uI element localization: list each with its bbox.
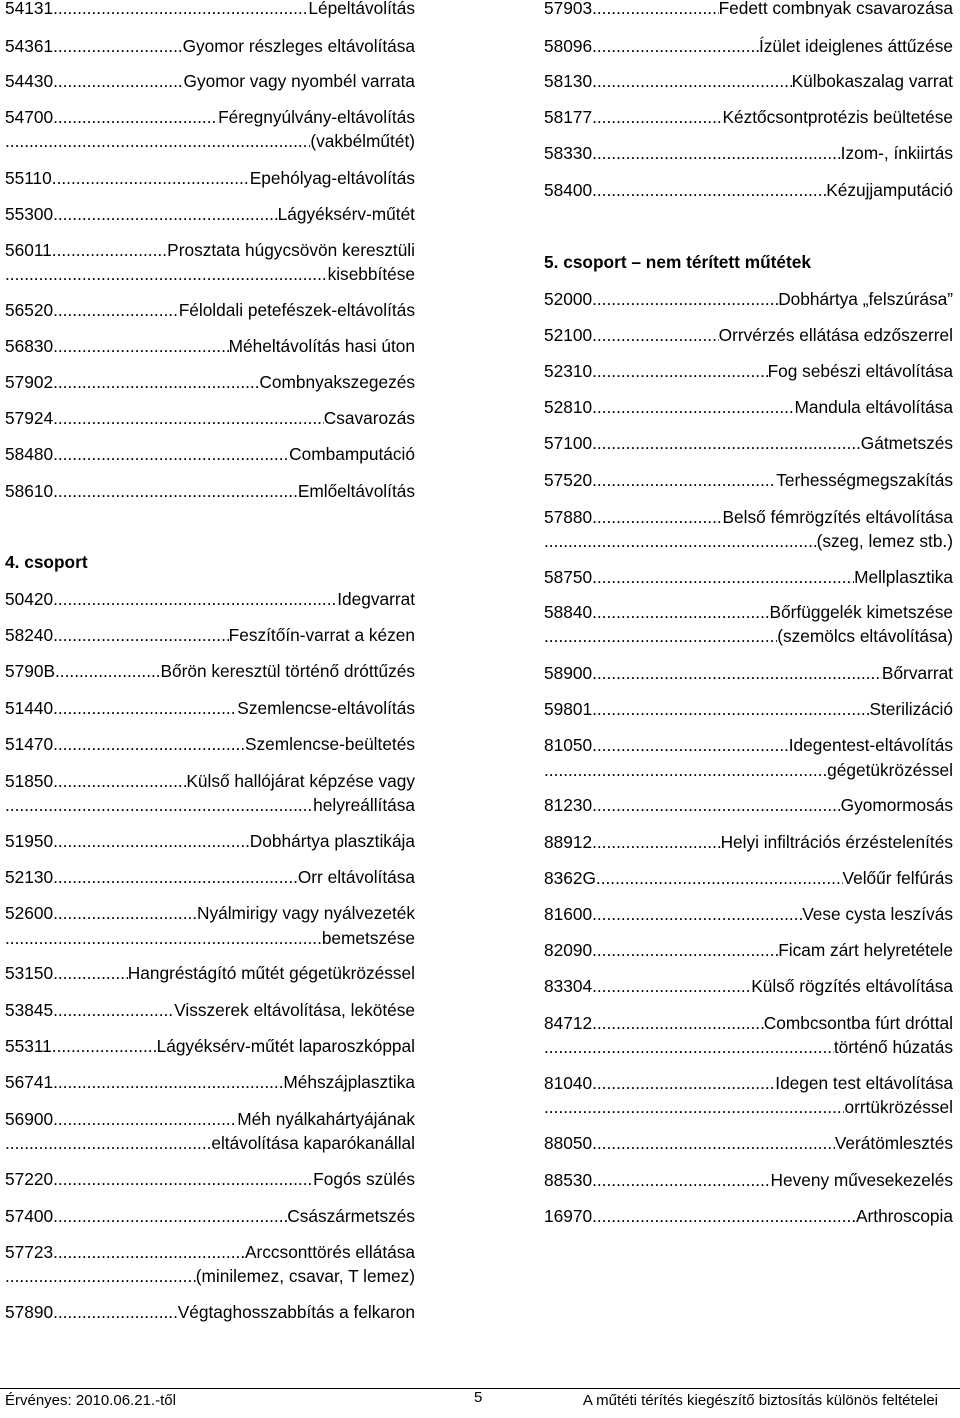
procedure-entry: [5, 734, 415, 754]
dot-leader: [53, 625, 229, 645]
procedure-code: 81600: [544, 904, 593, 924]
procedure-entry: [544, 325, 953, 345]
procedure-name: Emlőeltávolítás: [297, 481, 415, 501]
dot-leader: [52, 168, 250, 188]
procedure-entry: [5, 107, 415, 127]
dot-leader: [592, 940, 778, 960]
procedure-entry: [544, 832, 953, 852]
procedure-code: 59801: [544, 699, 593, 719]
procedure-code: 50420: [5, 589, 54, 609]
procedure-code: 57100: [544, 433, 593, 453]
procedure-entry: [544, 180, 953, 200]
dot-leader: [53, 734, 245, 754]
procedure-code: 56741: [5, 1072, 54, 1092]
procedure-code: 52810: [544, 397, 593, 417]
procedure-name: Izom-, ínkiirtás: [840, 143, 953, 163]
procedure-entry: [5, 1072, 415, 1092]
procedure-entry: [544, 1073, 953, 1093]
procedure-entry: [544, 760, 953, 780]
procedure-code: 82090: [544, 940, 593, 960]
dot-leader: [53, 867, 298, 887]
procedure-name: Idegentest-eltávolítás: [788, 735, 953, 755]
dot-leader: [53, 300, 179, 320]
procedure-code: 58840: [544, 602, 593, 622]
dot-leader: [53, 771, 186, 791]
procedure-code: 57880: [544, 507, 593, 527]
procedure-code: 56830: [5, 336, 54, 356]
dot-leader: [592, 976, 751, 996]
procedure-code: 51950: [5, 831, 54, 851]
procedure-entry: [544, 699, 953, 719]
footer-document-title: A műtéti térítés kiegészítő biztosítás különös feltételei: [582, 1392, 938, 1409]
procedure-entry: [544, 940, 953, 960]
procedure-entry: [544, 531, 953, 551]
procedure-code: 51850: [5, 771, 54, 791]
procedure-name: Külső hallójárat képzése vagy: [186, 771, 415, 791]
dot-leader: [592, 361, 768, 381]
procedure-code: 58900: [544, 663, 593, 683]
dot-leader: [5, 131, 310, 151]
procedure-code: 54131: [5, 0, 54, 18]
procedure-name: Szemlencse-beültetés: [244, 734, 415, 754]
procedure-entry: [544, 143, 953, 163]
procedure-entry: [544, 904, 953, 924]
procedure-entry: [5, 1036, 415, 1056]
procedure-code: 56900: [5, 1109, 54, 1129]
dot-leader: [53, 408, 324, 428]
procedure-code: 58177: [544, 107, 593, 127]
procedure-code: 81050: [544, 735, 593, 755]
dot-leader: [592, 1133, 835, 1153]
procedure-code: 81040: [544, 1073, 593, 1093]
procedure-name: Mandula eltávolítása: [794, 397, 953, 417]
procedure-entry: [544, 626, 953, 646]
procedure-entry: [5, 1242, 415, 1262]
procedure-name: Fedett combnyak csavarozása: [718, 0, 953, 18]
procedure-code: 55110: [5, 168, 52, 188]
procedure-name: Terhességmegszakítás: [776, 470, 953, 490]
procedure-code: 58330: [544, 143, 593, 163]
dot-leader: [53, 1206, 287, 1226]
procedure-entry: [5, 0, 415, 18]
dot-leader: [592, 325, 719, 345]
section-heading: 4. csoport: [5, 552, 88, 572]
procedure-entry: [5, 698, 415, 718]
procedure-name: Velőűr felfúrás: [842, 868, 953, 888]
dot-leader: [5, 1266, 196, 1286]
dot-leader: [544, 1097, 844, 1117]
procedure-entry: [5, 336, 415, 356]
procedure-entry: [544, 107, 953, 127]
procedure-entry: [544, 1133, 953, 1153]
section-heading: 5. csoport – nem térített műtétek: [544, 252, 811, 272]
procedure-name: Dobhártya plasztikája: [249, 831, 415, 851]
procedure-code: 58750: [544, 567, 593, 587]
procedure-entry: [5, 661, 415, 681]
procedure-entry: [544, 1170, 953, 1190]
procedure-name: Hangréstágító műtét gégetükrözéssel: [127, 963, 415, 983]
dot-leader: [53, 1072, 283, 1092]
procedure-name: Lágyéksérv-műtét laparoszkóppal: [156, 1036, 415, 1056]
procedure-name: Gátmetszés: [860, 433, 953, 453]
dot-leader: [544, 531, 817, 551]
dot-leader: [5, 1133, 211, 1153]
procedure-entry: [544, 1013, 953, 1033]
procedure-entry: [5, 240, 415, 260]
procedure-code: 55311: [5, 1036, 52, 1056]
procedure-entry: [544, 433, 953, 453]
dot-leader: [53, 1302, 178, 1322]
dot-leader: [53, 1109, 237, 1129]
dot-leader: [592, 567, 854, 587]
procedure-entry: [5, 771, 415, 791]
procedure-code: 88050: [544, 1133, 593, 1153]
procedure-entry: [544, 602, 953, 622]
dot-leader: [53, 336, 229, 356]
dot-leader: [592, 795, 841, 815]
procedure-entry: [5, 867, 415, 887]
procedure-entry: [5, 1000, 415, 1020]
procedure-name: Kéztőcsontprotézis beültetése: [722, 107, 953, 127]
procedure-code: 83304: [544, 976, 593, 996]
procedure-code: 52100: [544, 325, 593, 345]
procedure-name: Csavarozás: [323, 408, 415, 428]
procedure-name: Epehólyag-eltávolítás: [249, 168, 415, 188]
procedure-code: 5790B: [5, 661, 55, 681]
procedure-code: 54700: [5, 107, 54, 127]
procedure-entry: [544, 71, 953, 91]
procedure-name: Kézujjamputáció: [826, 180, 953, 200]
procedure-entry: [544, 397, 953, 417]
dot-leader: [592, 699, 869, 719]
procedure-name: Fog sebészi eltávolítása: [767, 361, 953, 381]
procedure-name: Helyi infiltrációs érzéstelenítés: [720, 832, 953, 852]
procedure-name: Combamputáció: [289, 444, 415, 464]
dot-leader: [592, 832, 721, 852]
procedure-code: 51440: [5, 698, 54, 718]
dot-leader: [544, 760, 827, 780]
dot-leader: [592, 107, 722, 127]
procedure-code: 57220: [5, 1169, 54, 1189]
procedure-name: Belső fémrögzítés eltávolítása: [722, 507, 953, 527]
procedure-entry: [544, 289, 953, 309]
page-number: 5: [474, 1389, 483, 1406]
dot-leader: [53, 698, 237, 718]
procedure-entry: [544, 1206, 953, 1226]
procedure-entry: [5, 444, 415, 464]
procedure-name: Mellplasztika: [854, 567, 953, 587]
procedure-name: Szemlencse-eltávolítás: [237, 698, 415, 718]
procedure-name: Ficam zárt helyretétele: [778, 940, 953, 960]
procedure-entry: [544, 868, 953, 888]
dot-leader: [53, 1169, 313, 1189]
procedure-name: Méhszájplasztika: [283, 1072, 415, 1092]
dot-leader: [592, 289, 778, 309]
dot-leader: [53, 372, 259, 392]
procedure-entry: [544, 735, 953, 755]
procedure-code: 58400: [544, 180, 593, 200]
procedure-code: 53845: [5, 1000, 54, 1020]
dot-leader: [544, 1037, 834, 1057]
procedure-name: helyreállítása: [313, 795, 415, 815]
dot-leader: [592, 602, 769, 622]
procedure-code: 52600: [5, 903, 54, 923]
procedure-entry: [5, 589, 415, 609]
procedure-name: Gyomormosás: [840, 795, 953, 815]
procedure-name: orrtükrözéssel: [844, 1097, 953, 1117]
procedure-entry: [5, 1169, 415, 1189]
procedure-code: 57890: [5, 1302, 54, 1322]
dot-leader: [53, 963, 128, 983]
procedure-name: (szeg, lemez stb.): [816, 531, 953, 551]
procedure-name: Orrvérzés ellátása edzőszerrel: [718, 325, 953, 345]
dot-leader: [592, 663, 882, 683]
dot-leader: [592, 735, 789, 755]
procedure-name: Ízület ideiglenes áttűzése: [758, 36, 953, 56]
procedure-entry: [5, 1266, 415, 1286]
procedure-name: Gyomor vagy nyombél varrata: [183, 71, 415, 91]
procedure-entry: [5, 481, 415, 501]
procedure-entry: [5, 1302, 415, 1322]
dot-leader: [53, 903, 197, 923]
procedure-name: Lágyéksérv-műtét: [277, 204, 415, 224]
dot-leader: [5, 264, 328, 284]
procedure-code: 58096: [544, 36, 593, 56]
procedure-name: Bőrön keresztül történő dróttűzés: [160, 661, 415, 681]
dot-leader: [596, 868, 843, 888]
dot-leader: [592, 470, 776, 490]
procedure-entry: [5, 963, 415, 983]
procedure-name: Bőrvarrat: [881, 663, 953, 683]
procedure-name: Gyomor részleges eltávolítása: [182, 36, 415, 56]
procedure-entry: [544, 470, 953, 490]
procedure-name: Feszítőín-varrat a kézen: [228, 625, 415, 645]
dot-leader: [53, 71, 183, 91]
dot-leader: [592, 1013, 764, 1033]
procedure-name: Idegen test eltávolítása: [775, 1073, 953, 1093]
procedure-code: 53150: [5, 963, 54, 983]
procedure-name: Visszerek eltávolítása, lekötése: [174, 1000, 415, 1020]
procedure-name: (szemölcs eltávolítása): [777, 626, 953, 646]
procedure-name: Végtaghosszabbítás a felkaron: [177, 1302, 415, 1322]
procedure-entry: [544, 361, 953, 381]
procedure-name: Bőrfüggelék kimetszése: [769, 602, 953, 622]
procedure-entry: [5, 408, 415, 428]
dot-leader: [52, 240, 167, 260]
procedure-entry: [544, 1097, 953, 1117]
procedure-code: 58480: [5, 444, 54, 464]
procedure-entry: [5, 1206, 415, 1226]
procedure-name: Külső rögzítés eltávolítása: [751, 976, 953, 996]
procedure-code: 88912: [544, 832, 593, 852]
dot-leader: [53, 1000, 174, 1020]
procedure-name: kisebbítése: [327, 264, 415, 284]
procedure-code: 84712: [544, 1013, 593, 1033]
procedure-code: 16970: [544, 1206, 593, 1226]
procedure-entry: [544, 976, 953, 996]
procedure-code: 88530: [544, 1170, 593, 1190]
dot-leader: [53, 831, 250, 851]
dot-leader: [52, 1036, 157, 1056]
dot-leader: [53, 0, 308, 18]
procedure-name: Dobhártya „felszúrása”: [778, 289, 953, 309]
dot-leader: [592, 1170, 770, 1190]
procedure-name: Idegvarrat: [337, 589, 415, 609]
procedure-code: 57903: [544, 0, 593, 18]
procedure-code: 52000: [544, 289, 593, 309]
procedure-code: 57902: [5, 372, 54, 392]
procedure-entry: [5, 36, 415, 56]
procedure-name: Féloldali petefészek-eltávolítás: [178, 300, 415, 320]
procedure-entry: [5, 1109, 415, 1129]
dot-leader: [53, 204, 278, 224]
dot-leader: [592, 0, 719, 18]
procedure-code: 8362G: [544, 868, 596, 888]
procedure-code: 54361: [5, 36, 54, 56]
procedure-entry: [544, 795, 953, 815]
procedure-entry: [544, 1037, 953, 1057]
procedure-entry: [5, 300, 415, 320]
procedure-entry: [5, 264, 415, 284]
procedure-name: Méh nyálkahártyájának: [237, 1109, 415, 1129]
procedure-entry: [5, 625, 415, 645]
dot-leader: [53, 481, 298, 501]
procedure-entry: [5, 831, 415, 851]
procedure-code: 54430: [5, 71, 54, 91]
footer-validity: Érvényes: 2010.06.21.-től: [5, 1392, 176, 1409]
procedure-entry: [5, 71, 415, 91]
dot-leader: [592, 397, 794, 417]
dot-leader: [53, 589, 337, 609]
procedure-code: 55300: [5, 204, 54, 224]
procedure-entry: [544, 507, 953, 527]
procedure-entry: [5, 168, 415, 188]
dot-leader: [55, 661, 160, 681]
procedure-entry: [544, 663, 953, 683]
procedure-code: 58610: [5, 481, 54, 501]
procedure-entry: [5, 372, 415, 392]
dot-leader: [53, 1242, 245, 1262]
procedure-name: Combcsontba fúrt dróttal: [763, 1013, 953, 1033]
procedure-entry: [544, 0, 953, 18]
dot-leader: [53, 444, 289, 464]
procedure-name: Külbokaszalag varrat: [791, 71, 953, 91]
procedure-name: Lépeltávolítás: [308, 0, 415, 18]
dot-leader: [592, 71, 792, 91]
procedure-entry: [5, 903, 415, 923]
procedure-code: 58130: [544, 71, 593, 91]
procedure-name: Arccsonttörés ellátása: [244, 1242, 415, 1262]
dot-leader: [592, 904, 802, 924]
dot-leader: [592, 507, 722, 527]
dot-leader: [544, 626, 777, 646]
procedure-name: Prosztata húgycsövön keresztüli: [167, 240, 415, 260]
procedure-name: Verátömlesztés: [834, 1133, 953, 1153]
procedure-name: Sterilizáció: [869, 699, 953, 719]
procedure-entry: [5, 928, 415, 948]
procedure-name: Féregnyúlvány-eltávolítás: [218, 107, 415, 127]
procedure-name: (vakbélműtét): [310, 131, 415, 151]
procedure-name: Vese cysta leszívás: [802, 904, 953, 924]
procedure-name: bemetszése: [321, 928, 415, 948]
dot-leader: [53, 36, 183, 56]
dot-leader: [592, 1206, 856, 1226]
procedure-code: 57723: [5, 1242, 54, 1262]
procedure-code: 81230: [544, 795, 593, 815]
procedure-name: Arthroscopia: [855, 1206, 953, 1226]
procedure-entry: [5, 204, 415, 224]
procedure-entry: [5, 1133, 415, 1153]
procedure-code: 57924: [5, 408, 54, 428]
procedure-name: gégetükrözéssel: [827, 760, 953, 780]
procedure-name: eltávolítása kaparókanállal: [211, 1133, 415, 1153]
procedure-entry: [544, 567, 953, 587]
procedure-name: történő húzatás: [833, 1037, 953, 1057]
procedure-name: Fogós szülés: [313, 1169, 415, 1189]
procedure-code: 56011: [5, 240, 52, 260]
procedure-name: Orr eltávolítása: [297, 867, 415, 887]
dot-leader: [592, 143, 841, 163]
procedure-code: 57520: [544, 470, 593, 490]
procedure-entry: [5, 795, 415, 815]
procedure-code: 58240: [5, 625, 54, 645]
procedure-name: Heveny művesekezelés: [770, 1170, 953, 1190]
procedure-name: Császármetszés: [287, 1206, 415, 1226]
procedure-name: Méheltávolítás hasi úton: [228, 336, 415, 356]
procedure-code: 56520: [5, 300, 54, 320]
dot-leader: [5, 928, 322, 948]
dot-leader: [53, 107, 218, 127]
dot-leader: [592, 433, 861, 453]
procedure-name: Nyálmirigy vagy nyálvezeték: [196, 903, 415, 923]
procedure-name: (minilemez, csavar, T lemez): [195, 1266, 415, 1286]
procedure-entry: [544, 36, 953, 56]
dot-leader: [592, 1073, 775, 1093]
dot-leader: [592, 36, 759, 56]
procedure-entry: [5, 131, 415, 151]
procedure-code: 52130: [5, 867, 54, 887]
procedure-code: 57400: [5, 1206, 54, 1226]
dot-leader: [5, 795, 313, 815]
procedure-code: 51470: [5, 734, 54, 754]
procedure-name: Combnyakszegezés: [259, 372, 415, 392]
dot-leader: [592, 180, 826, 200]
procedure-code: 52310: [544, 361, 593, 381]
